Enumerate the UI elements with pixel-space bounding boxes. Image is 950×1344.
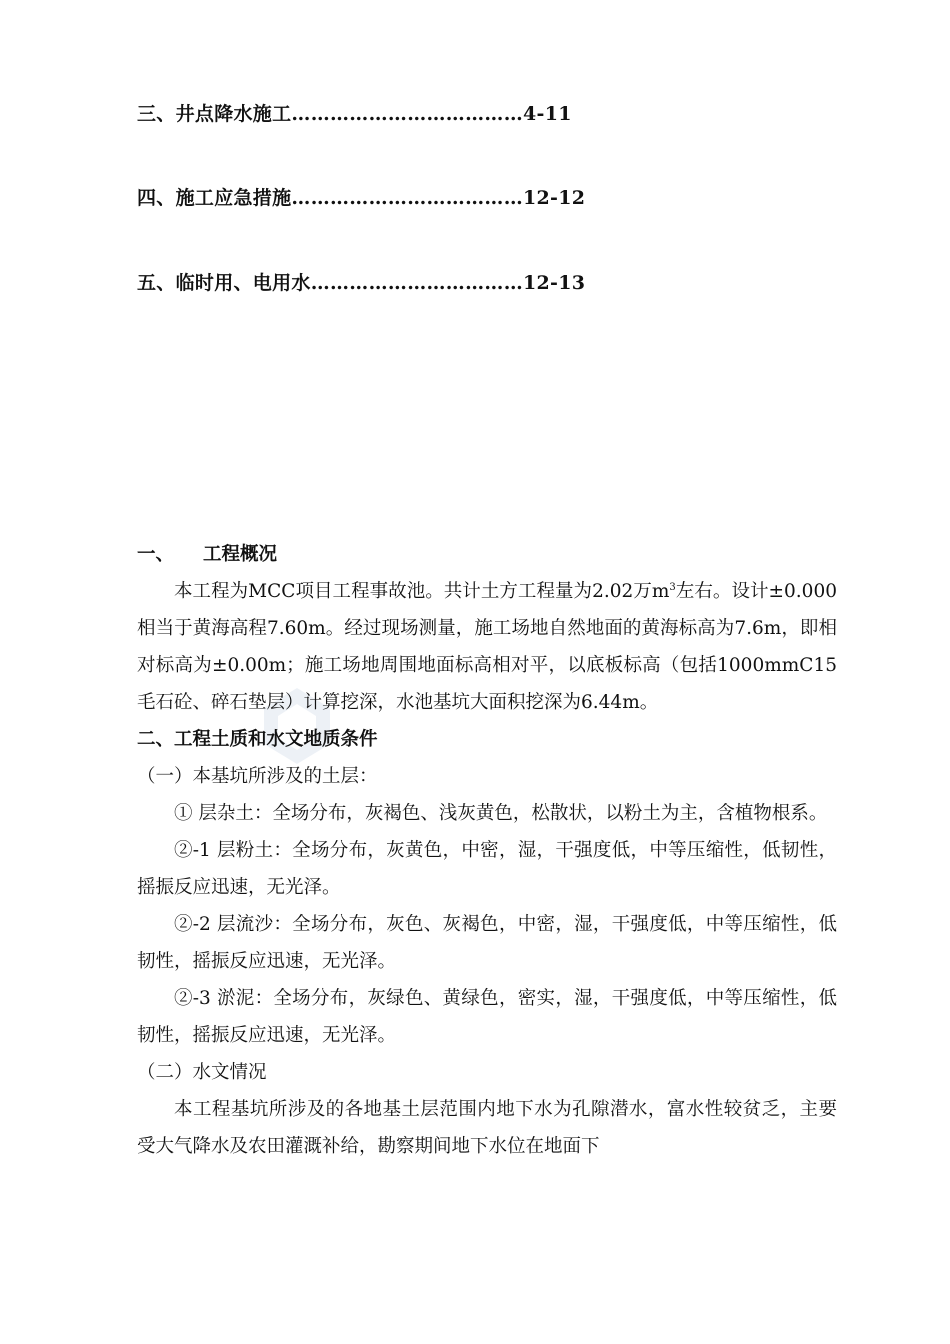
toc-label: 四、施工应急措施: [137, 187, 292, 209]
toc-pages: 4-11: [523, 103, 572, 125]
subsection-soil-layers: （一）本基坑所涉及的土层：: [137, 766, 378, 787]
document-body: [137, 536, 837, 1165]
superscript-3: 3: [669, 581, 676, 593]
project-overview-paragraph: [137, 573, 837, 721]
subsection-hydrology: （二）水文情况: [137, 1062, 267, 1083]
hydrology-paragraph: 本工程基坑所涉及的各地基土层范围内地下水为孔隙潜水，富水性较贫乏，主要受大气降水及农田灌溉补给，勘察期间地下水位在地面下: [137, 1099, 837, 1157]
toc-label: 三、井点降水施工: [137, 103, 292, 125]
section-title: 工程概况: [203, 544, 278, 565]
soil-layer-2-3: ②-3 淤泥：全场分布，灰绿色、黄绿色，密实，湿，干强度低，中等压缩性，低韧性，摇振反应迅速，无光泽。: [137, 988, 837, 1046]
toc-pages: 12-13: [523, 272, 586, 294]
toc-dots: ………………………………: [291, 103, 524, 125]
soil-layer-2-2: ②-2 层流沙：全场分布，灰色、灰褐色，中密，湿，干强度低，中等压缩性，低韧性，摇振反应迅速，无光泽。: [137, 914, 837, 972]
toc-item-5: [137, 268, 585, 295]
toc-item-3: [137, 99, 572, 126]
section-heading-1: [137, 536, 837, 573]
toc-dots: ………………………………: [291, 187, 524, 209]
toc-item-4: [137, 183, 585, 210]
overview-text-a: 本工程为MCC项目工程事故池。共计土方工程量为2.02万m: [174, 581, 670, 602]
toc-label: 五、临时用、电用水: [137, 272, 311, 294]
toc-dots: ……………………………: [310, 272, 524, 294]
soil-layer-2-1: ②-1 层粉土：全场分布，灰黄色，中密，湿，干强度低，中等压缩性，低韧性，摇振反应迅速，无光泽。: [137, 840, 837, 898]
overview-text-b: 左右。设计±0.000相当于黄海高程7.60m。经过现场测量，施工场地自然地面的黄海标高为7.6m，即相对标高为±0.00m；施工场地周围地面标高相对平，以底板标高（包括1000mmC15毛石砼、碎石垫层）计算挖深，水池基坑大面积挖深为6.44m。: [137, 581, 837, 713]
toc-pages: 12-12: [523, 187, 586, 209]
section-number: 一、: [137, 544, 175, 565]
section-heading-2: 二、工程土质和水文地质条件: [137, 729, 378, 750]
soil-layer-1: ① 层杂土：全场分布，灰褐色、浅灰黄色，松散状，以粉土为主，含植物根系。: [174, 803, 828, 824]
